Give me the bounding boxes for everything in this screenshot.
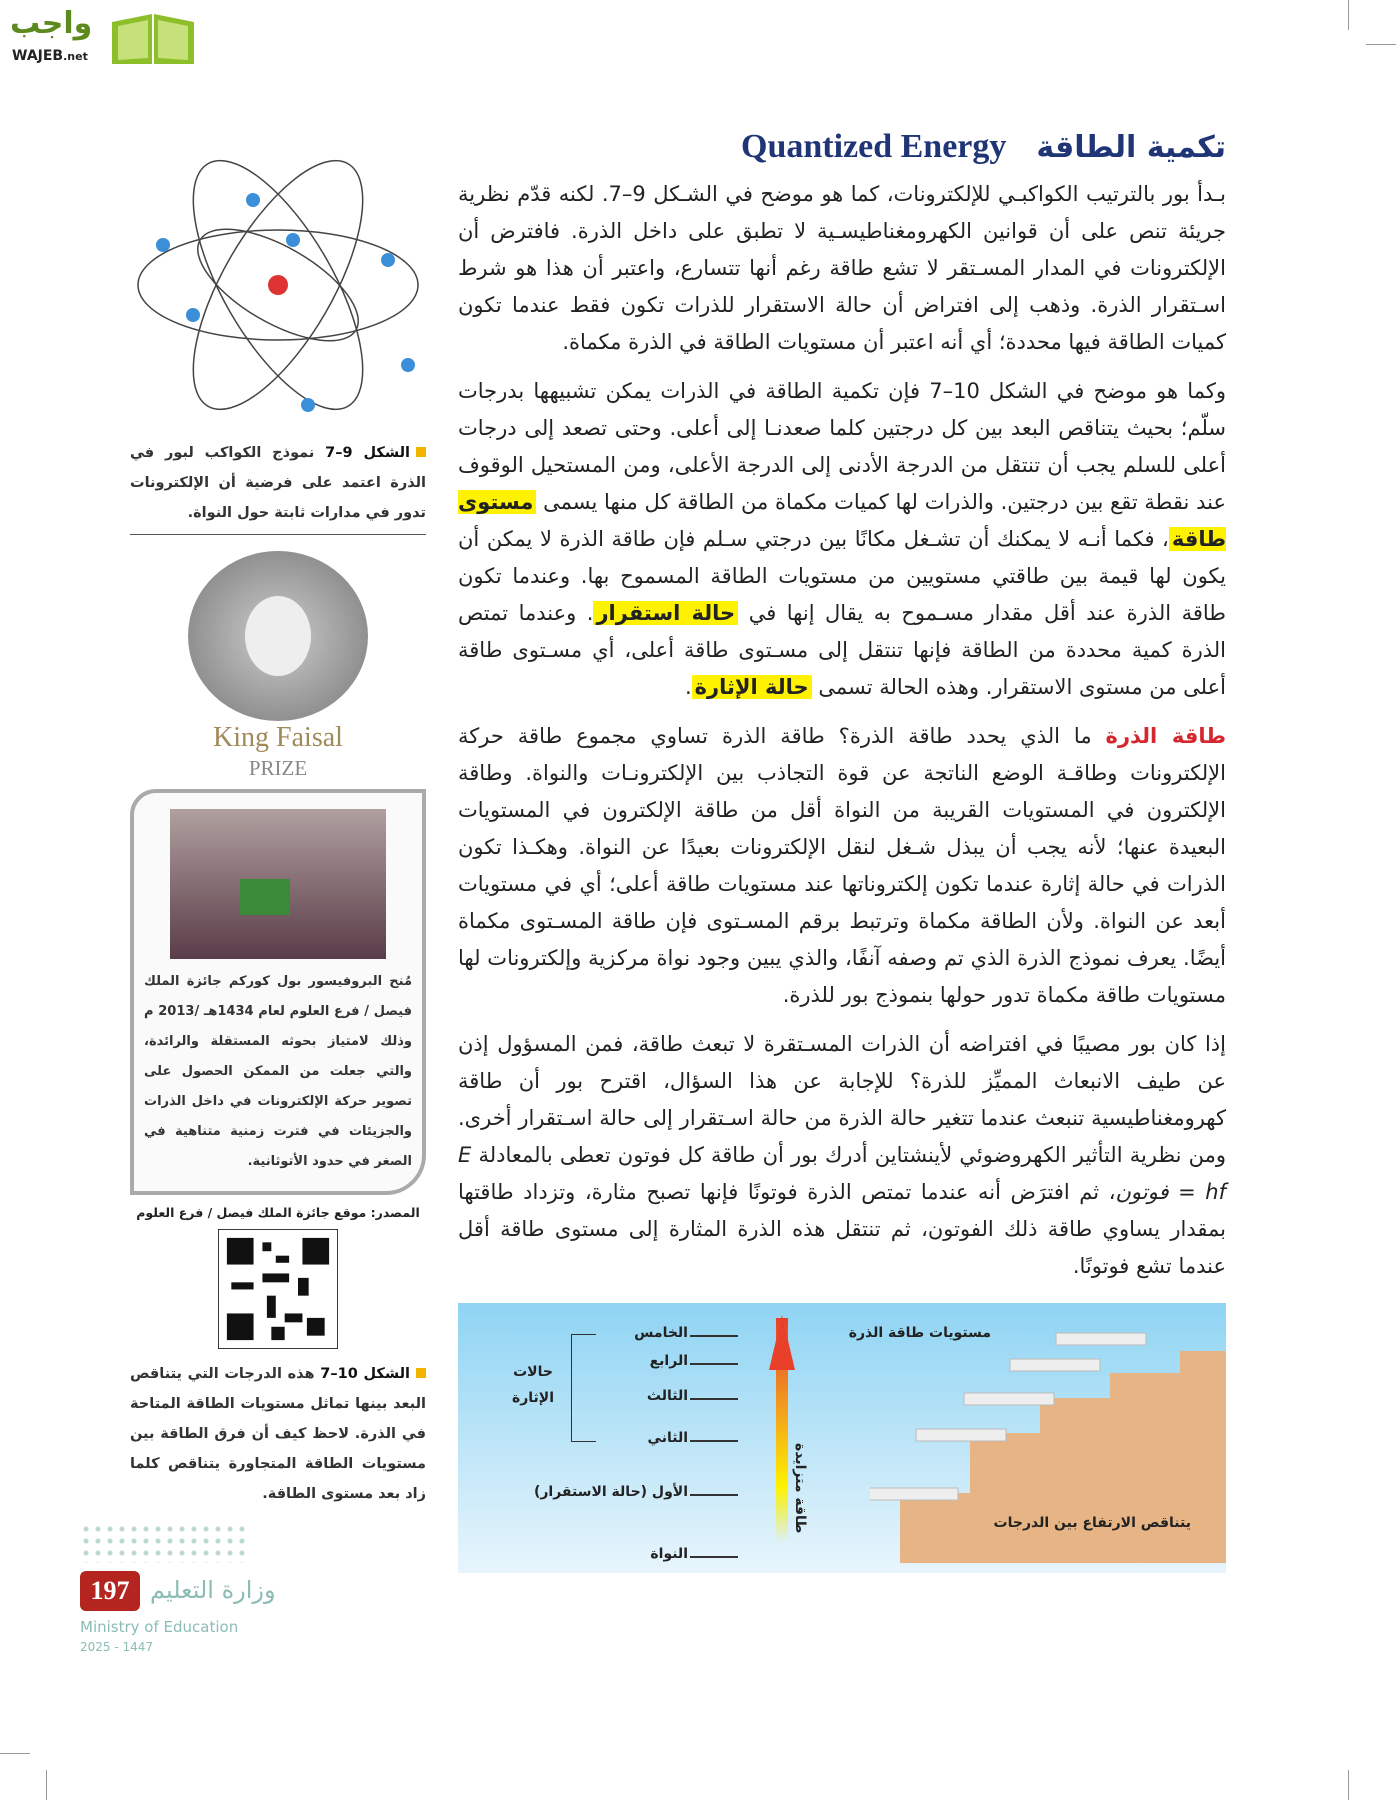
sidebar-column bbox=[80, 140, 426, 1673]
prize-photo-box bbox=[130, 789, 426, 1195]
year-label: 2025 - 1447 bbox=[80, 1640, 154, 1654]
paragraph-atom-energy bbox=[458, 718, 1226, 1014]
prize-title: King Faisal bbox=[213, 722, 343, 753]
ministry-dots-logo bbox=[80, 1523, 250, 1563]
crop-mark bbox=[1366, 44, 1396, 45]
ministry-arabic: وزارة التعليم bbox=[150, 1576, 276, 1604]
title-arabic: تكمية الطاقة bbox=[1036, 130, 1226, 165]
qr-code[interactable] bbox=[218, 1229, 338, 1349]
energy-levels-diagram bbox=[458, 1303, 1226, 1573]
text: إذا كان بور مصيبًا في افتراضه أن الذرات المسـتقرة لا تبعث طاقة، فمن المسؤول إذن عن طيف الانبعاث المميِّز للذرة؟ للإجابة عن هذا السؤال، اقترح بور أن طاقة كهرومغناطيسية تنبعث عندما تتغير حالة الذرة من حالة اسـتقرار إلى حالة اسـتقرار أخرى. ومن نظرية التأثير الكهروضوئي لأينشتاين أدرك بور أن طاقة كل فوتون تعطى بالمعادلة bbox=[458, 1032, 1226, 1167]
text: وكما هو موضح في الشكل 10–7 فإن تكمية الطاقة في الذرات يمكن تشبيهها بدرجات سلّم؛ بحيث يتناقص البعد بين كل درجتين كلما صعدنـا إلى أعلى. وحتى تصعد إلى درجات أعلى للسلم يجب أن تنتقل من الدرجة الأدنى إلى الدرجة الأعلى، ومن المستحيل الوقوف عند نقطة تقع بين درجتين. والذرات لها كميات مكماة من الطاقة كل منها يسمى bbox=[458, 379, 1226, 514]
text: . bbox=[684, 675, 692, 699]
term-energy-level: مستوى طاقة bbox=[458, 490, 1226, 551]
level-5-label: الخامس bbox=[634, 1325, 688, 1341]
diagram-title: مستويات طاقة الذرة bbox=[848, 1325, 991, 1341]
paragraph-quantized-levels bbox=[458, 373, 1226, 706]
wajeb-logo[interactable] bbox=[10, 6, 190, 66]
section-title bbox=[741, 128, 1226, 166]
stairs-illustration bbox=[870, 1303, 1226, 1573]
book-icon bbox=[108, 8, 198, 66]
crop-mark bbox=[1348, 0, 1349, 30]
caption-text: هذه الدرجات التي يتناقص البعد بينها تماثل مستويات الطاقة المتاحة في الذرة. لاحظ كيف أن فرق الطاقة بين مستويات الطاقة المتجاورة يتناقص كلما زاد بعد مستوى الطاقة. bbox=[130, 1366, 426, 1502]
paragraph-bohr-model: بـدأ بور بالترتيب الكواكبـي للإلكترونات، كما هو موضح في الشـكل 9–7. لكنه قدّم نظرية جريئة تنص على أن قوانين الكهرومغناطيسـية لا تطبق على داخل الذرة. فافترض أن الإلكترونات في المدار المسـتقر لا تشع طاقة رغم أنها تتسارع، واعتبر أن هذا هو شرط اسـتقرار الذرة. وذهب إلى افتراض أن حالة الاستقرار للذرات تكون فقط عندما تكون كميات الطاقة فيها محددة؛ أي أنه اعتبر أن مستويات الطاقة في الذرة مكماة. bbox=[458, 182, 1226, 354]
level-4-label: الرابع bbox=[649, 1353, 688, 1369]
caption-label: الشكل 10–7 bbox=[320, 1366, 411, 1382]
figure-10-7-caption bbox=[130, 1359, 426, 1509]
caption-marker-icon bbox=[416, 447, 426, 457]
text: ، فكما أنـه لا يمكنك أن تشـغل مكانًا بين درجتي سـلم فإن طاقة الذرة لا يمكن أن يكون لها قيمة بين طاقتي مستويين من مستويات الطاقة المسموح بها. وعندما تكون طاقة الذرة عند أقل مقدار مسـموح به يقال إنها في bbox=[458, 527, 1226, 625]
term-ground-state: حالة استقرار bbox=[593, 601, 738, 625]
caption-text: نموذج الكواكب لبور في الذرة اعتمد على فرضية أن الإلكترونات تدور في مدارات ثابتة حول النواة. bbox=[130, 445, 426, 521]
figure-9-7-caption bbox=[130, 438, 426, 535]
stairs-label: يتناقص الارتفاع بين الدرجات bbox=[993, 1515, 1191, 1531]
crop-mark bbox=[46, 1770, 47, 1800]
text: . وعندما تمتص الذرة كمية محددة من الطاقة فإنها تنتقل إلى مسـتوى طاقة أعلى، أي مسـتوى طاقة أعلى من مستوى الاستقرار. وهذه الحالة تسمى bbox=[458, 601, 1226, 699]
ministry-english: Ministry of Education bbox=[80, 1618, 239, 1636]
photo-caption: مُنح البروفيسور بول كوركم جائزة الملك فيصل / فرع العلوم لعام 1434هـ /2013 م وذلك لامتياز بحوثه المستقلة والرائدة، والتي جعلت من الممكن الحصول على تصوير حركة الإلكترونات في داخل الذرات والجزيئات في فترت زمنية متناهية في الصغر في حدود الأتوثانية. bbox=[144, 974, 412, 1169]
photon-equation: E فوتون = hf bbox=[458, 1143, 1226, 1204]
page-number: 197 bbox=[80, 1571, 140, 1611]
term-excited-state: حالة الإثارة bbox=[692, 675, 812, 699]
nucleus-label: النواة bbox=[650, 1546, 688, 1562]
excited-bracket bbox=[571, 1334, 596, 1442]
prize-photo bbox=[170, 809, 386, 959]
source-note: المصدر: موقع جائزة الملك فيصل / فرع العلوم bbox=[136, 1205, 420, 1220]
logo-arabic: واجب bbox=[10, 6, 93, 41]
logo-english: WAJEB bbox=[12, 48, 64, 64]
prize-subtitle: PRIZE bbox=[248, 756, 308, 780]
keyword-atom-energy: طاقة الذرة bbox=[1105, 724, 1226, 748]
main-column bbox=[458, 128, 1226, 1573]
caption-label: الشكل 9–7 bbox=[325, 445, 410, 461]
bohr-atom-illustration bbox=[133, 140, 423, 430]
caption-marker-icon bbox=[416, 1368, 426, 1378]
logo-suffix: .net bbox=[63, 50, 88, 63]
title-english: Quantized Energy bbox=[741, 128, 1007, 165]
crop-mark bbox=[0, 1753, 30, 1754]
king-faisal-prize-seal bbox=[188, 551, 368, 721]
paragraph-emission bbox=[458, 1026, 1226, 1285]
text: ، ثم افترَض أنه عندما تمتص الذرة فوتونًا فإنها تصبح مثارة، وتزداد طاقتها بمقدار يساوي طاقة ذلك الفوتون، ثم تنتقل هذه الذرة المثارة إلى مستوى طاقة أقل عندما تشع فوتونًا. bbox=[458, 1180, 1226, 1278]
arrow-head-icon bbox=[769, 1315, 795, 1370]
text: ما الذي يحدد طاقة الذرة؟ طاقة الذرة تساوي مجموع طاقة حركة الإلكترونات وطاقـة الوضع الناتجة عن قوة التجاذب بين الإلكترونـات والنواة. وطاقة الإلكترون في المستويات القريبة من النواة أقل من طاقة الإلكترون في المستويات البعيدة عنها؛ لأنه يجب أن يبذل شـغل لنقل الإلكترونات بعيدًا عن النواة. وهكـذا تكون الذرات في حالة إثارة عندما تكون إلكتروناتها عند مستويات طاقة أعلى؛ أي في مستويات أبعد عن النواة. ولأن الطاقة مكماة وترتبط برقم المسـتوى فإن طاقة المسـتوى مكماة أيضًا. يعرف نموذج الذرة الذي تم وصفه آنفًا، والذي يبين وجود نواة مركزية وإلكترونات لها مستويات طاقة مكماة تدور حولها بنموذج بور للذرة. bbox=[458, 724, 1226, 1007]
level-3-label: الثالث bbox=[646, 1388, 688, 1404]
crop-mark bbox=[1348, 1770, 1349, 1800]
excited-states-label: حالات الإثارة bbox=[511, 1364, 555, 1406]
footer bbox=[80, 1523, 426, 1673]
increasing-energy-label: طاقة متزايدة bbox=[792, 1443, 808, 1534]
level-1-label: الأول (حالة الاستقرار) bbox=[533, 1484, 688, 1500]
level-2-label: الثاني bbox=[647, 1430, 688, 1446]
